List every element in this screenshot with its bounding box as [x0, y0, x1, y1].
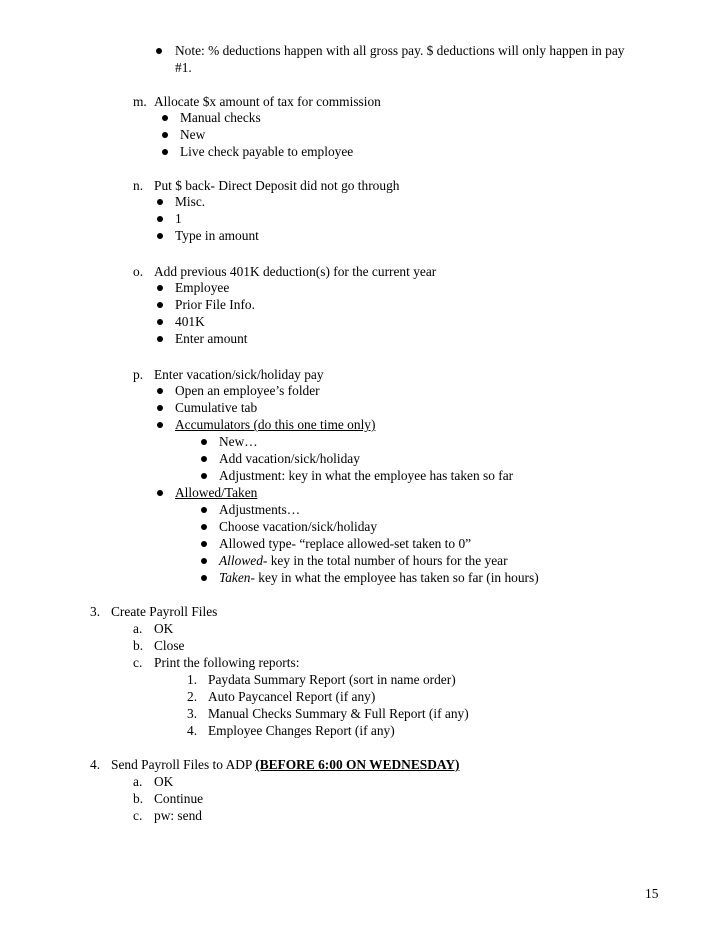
taken-emphasis: Taken — [219, 570, 251, 585]
step-text: OK — [154, 621, 174, 636]
taken-rest: - key in what the employee has taken so far (in hours) — [250, 570, 539, 585]
bullet — [157, 388, 163, 394]
item-p-text: Enter vacation/sick/holiday pay — [154, 367, 324, 382]
list-item: Adjustment: key in what the employee has taken so far — [219, 468, 514, 483]
bullet — [157, 285, 163, 291]
list-item: Add vacation/sick/holiday — [219, 451, 360, 466]
bullet — [201, 439, 207, 445]
item-p-marker: p. — [133, 367, 144, 382]
list-item: Cumulative tab — [175, 400, 258, 415]
section-4-title — [111, 757, 459, 773]
list-item: New… — [219, 434, 258, 449]
report-marker: 4. — [187, 723, 198, 738]
allowed-rest: - key in the total number of hours for the year — [262, 553, 508, 568]
accumulators-heading: Accumulators (do this one time only) — [175, 417, 376, 432]
list-item: New — [180, 127, 206, 142]
bullet — [157, 422, 163, 428]
bullet — [157, 233, 163, 239]
step-marker: b. — [133, 791, 144, 806]
item-n-marker: n. — [133, 178, 144, 193]
bullet — [162, 149, 168, 155]
list-item: Allowed type- “replace allowed-set taken to 0” — [219, 536, 472, 551]
item-n-text: Put $ back- Direct Deposit did not go through — [154, 178, 400, 193]
allowed-taken-heading: Allowed/Taken — [175, 485, 258, 500]
step-text: pw: send — [154, 808, 202, 823]
item-m-text: Allocate $x amount of tax for commission — [154, 94, 381, 109]
step-marker: c. — [133, 655, 143, 670]
bullet — [201, 456, 207, 462]
step-text: Continue — [154, 791, 204, 806]
list-item: 1 — [175, 211, 182, 226]
bullet — [157, 405, 163, 411]
bullet — [162, 115, 168, 121]
step-text: Close — [154, 638, 185, 653]
report-marker: 2. — [187, 689, 198, 704]
bullet — [156, 48, 162, 54]
allowed-emphasis: Allowed — [219, 553, 263, 568]
bullet — [157, 216, 163, 222]
section-4-marker: 4. — [90, 757, 101, 772]
list-item: Employee — [175, 280, 230, 295]
report-marker: 1. — [187, 672, 198, 687]
bullet — [201, 541, 207, 547]
note-line-1: Note: % deductions happen with all gross pay. $ deductions will only happen in pay — [175, 43, 625, 58]
report-text: Manual Checks Summary & Full Report (if any) — [208, 706, 469, 721]
list-item: Adjustments… — [219, 502, 301, 517]
step-marker: c. — [133, 808, 143, 823]
bullet — [157, 199, 163, 205]
bullet — [157, 490, 163, 496]
section-3-title: Create Payroll Files — [111, 604, 218, 619]
list-item: Open an employee’s folder — [175, 383, 320, 398]
deadline-emphasis: (BEFORE 6:00 ON WEDNESDAY) — [255, 757, 460, 772]
list-item: Type in amount — [175, 228, 259, 243]
step-marker: a. — [133, 774, 143, 789]
page-number: 15 — [645, 886, 659, 901]
report-text: Employee Changes Report (if any) — [208, 723, 395, 738]
item-o-marker: o. — [133, 264, 144, 279]
report-text: Auto Paycancel Report (if any) — [208, 689, 376, 704]
section-4-title-text: Send Payroll Files to ADP — [111, 757, 252, 772]
bullet — [201, 575, 207, 581]
list-item: Manual checks — [180, 110, 261, 125]
step-text: OK — [154, 774, 174, 789]
bullet — [157, 336, 163, 342]
list-item: Enter amount — [175, 331, 248, 346]
section-3-marker: 3. — [90, 604, 101, 619]
bullet — [201, 473, 207, 479]
report-marker: 3. — [187, 706, 198, 721]
list-item — [219, 553, 508, 569]
item-m-marker: m. — [133, 94, 147, 109]
item-o-text: Add previous 401K deduction(s) for the current year — [154, 264, 437, 279]
bullet — [157, 302, 163, 308]
list-item — [219, 570, 539, 586]
bullet — [201, 507, 207, 513]
list-item: Prior File Info. — [175, 297, 255, 312]
bullet — [162, 132, 168, 138]
list-item: Choose vacation/sick/holiday — [219, 519, 378, 534]
note-line-2: #1. — [175, 60, 192, 75]
step-marker: a. — [133, 621, 143, 636]
step-marker: b. — [133, 638, 144, 653]
list-item: 401K — [175, 314, 205, 329]
report-text: Paydata Summary Report (sort in name order) — [208, 672, 456, 687]
list-item: Misc. — [175, 194, 206, 209]
list-item: Live check payable to employee — [180, 144, 354, 159]
bullet — [157, 319, 163, 325]
bullet — [201, 524, 207, 530]
step-text: Print the following reports: — [154, 655, 300, 670]
bullet — [201, 558, 207, 564]
